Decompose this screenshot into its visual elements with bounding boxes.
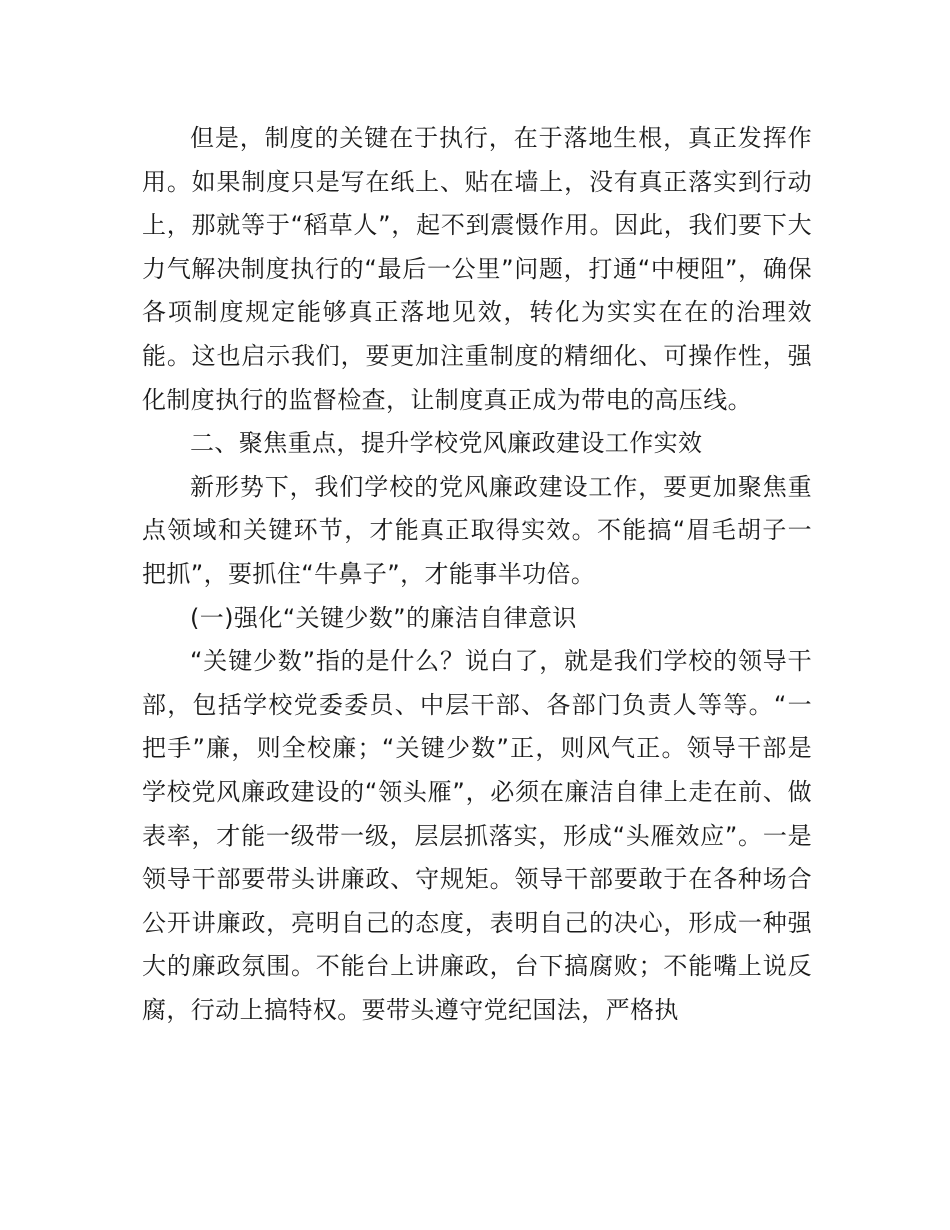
- subsection-heading-1: (一)强化“关键少数”的廉洁自律意识: [190, 603, 577, 632]
- document-body: [142, 117, 812, 1032]
- paragraph-key-minority: “关键少数”指的是什么？说白了，就是我们学校的领导干部，包括学校党委委员、中层干部、各部门负责人等等。“一把手”廉，则全校廉；“关键少数”正，则风气正。领导干部是学校党风廉政建设的“领头雁”，必须在廉洁自律上走在前、做表率，才能一级带一级，层层抓落实，形成“头雁效应”。一是领导干部要带头讲廉政、守规矩。领导干部要敢于在各种场合公开讲廉政，亮明自己的态度，表明自己的决心，形成一种强大的廉政氛围。不能台上讲廉政，台下搞腐败；不能嘴上说反腐，行动上搞特权。要带头遵守党纪国法，严格执: [142, 647, 812, 1024]
- section-heading-2: 二、聚焦重点，提升学校党风廉政建设工作实效: [190, 429, 703, 458]
- paragraph-system-execution: 但是，制度的关键在于执行，在于落地生根，真正发挥作用。如果制度只是写在纸上、贴在墙上，没有真正落实到行动上，那就等于“稻草人”，起不到震慑作用。因此，我们要下大力气解决制度执行的“最后一公里”问题，打通“中梗阻”，确保各项制度规定能够真正落地见效，转化为实实在在的治理效能。这也启示我们，要更加注重制度的精细化、可操作性，强化制度执行的监督检查，让制度真正成为带电的高压线。: [142, 124, 812, 414]
- paragraph-focus-key-areas: 新形势下，我们学校的党风廉政建设工作，要更加聚焦重点领域和关键环节，才能真正取得实效。不能搞“眉毛胡子一把抓”，要抓住“牛鼻子”，才能事半功倍。: [142, 472, 812, 588]
